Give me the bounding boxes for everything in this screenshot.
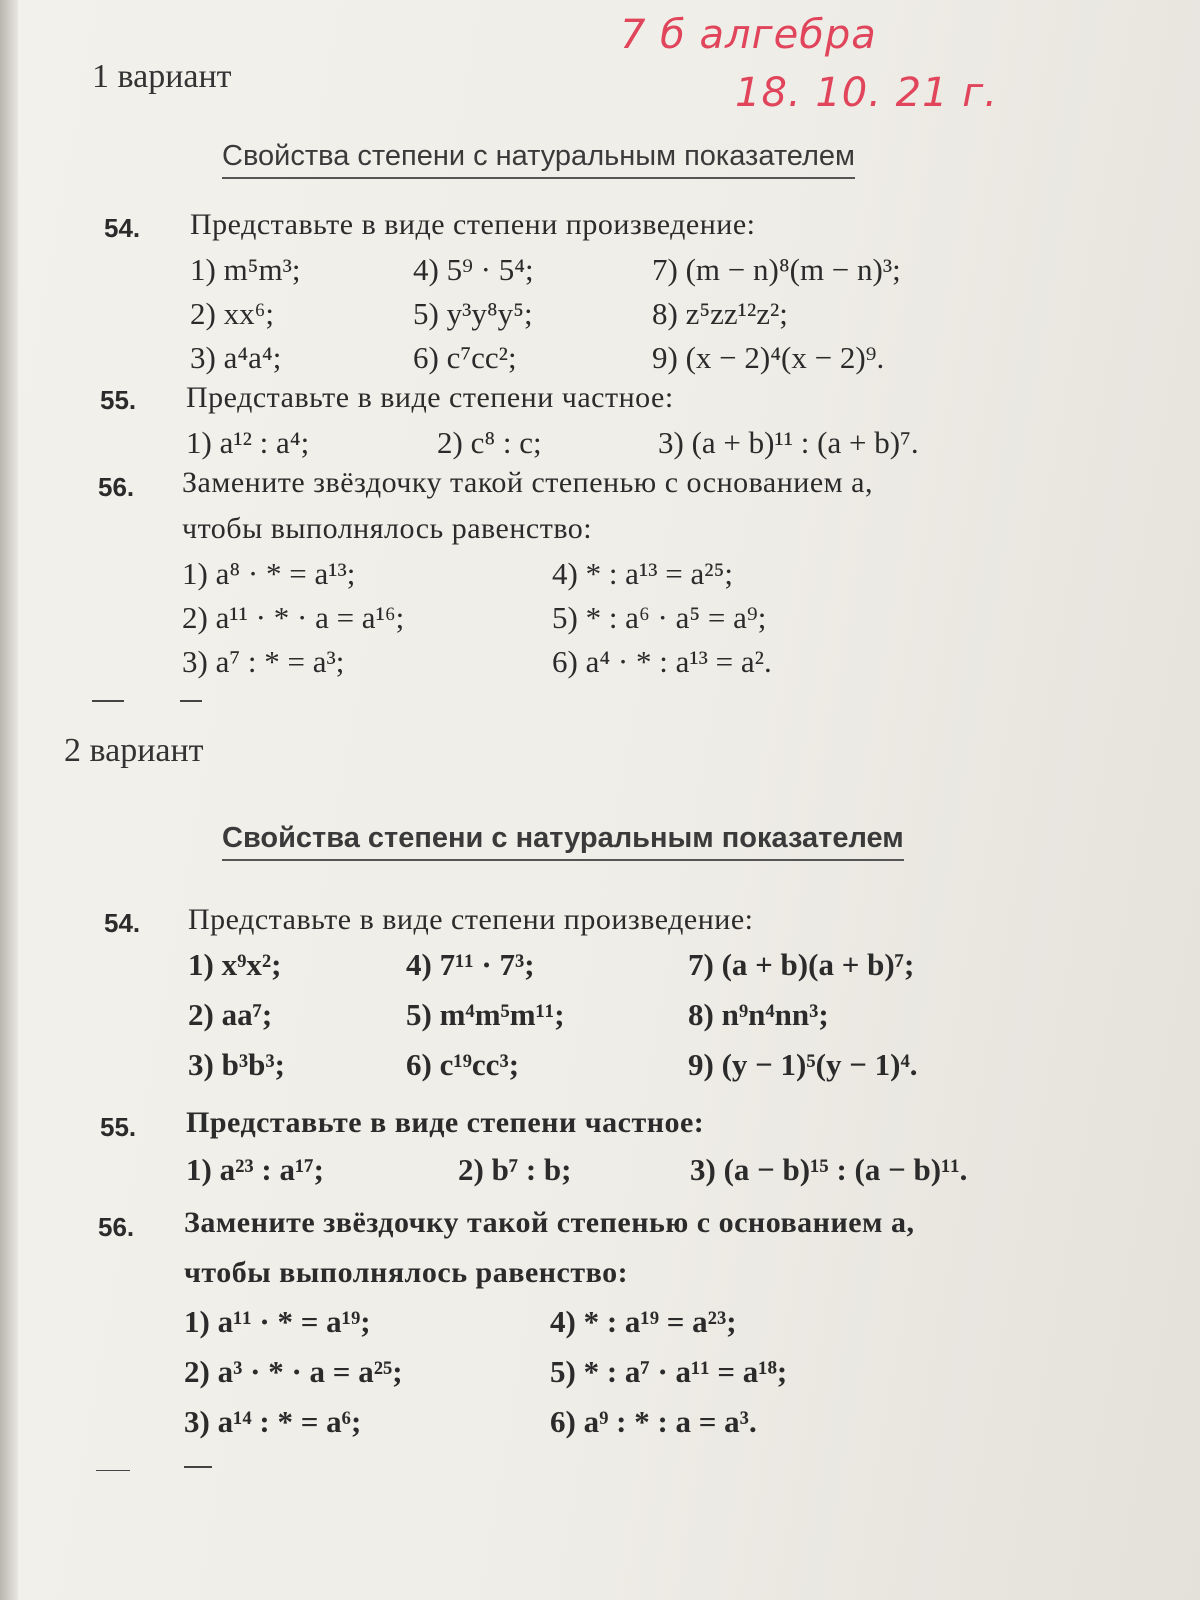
task-56-instruction: Замените звёздочку такой степенью с основанием a, <box>182 466 873 499</box>
task-56-item: 1) a⁸ · * = a¹³; <box>182 556 356 591</box>
task-54-item: 5) m⁴m⁵m¹¹; <box>406 997 565 1032</box>
task-54-item: 5) y³y⁸y⁵; <box>413 296 533 331</box>
task-54-item: 9) (x − 2)⁴(x − 2)⁹. <box>652 340 885 375</box>
variant-1-topic-heading: Свойства степени с натуральным показателем <box>222 140 855 179</box>
cut-mark <box>184 1466 212 1468</box>
task-54-number: 54. <box>104 213 141 243</box>
task-55-item: 3) (a − b)¹⁵ : (a − b)¹¹. <box>690 1152 968 1187</box>
task-56-instruction-cont: чтобы выполнялось равенство: <box>182 512 593 545</box>
task-55-instruction: Представьте в виде степени частное: <box>186 381 674 414</box>
task-54-item: 7) (a + b)(a + b)⁷; <box>688 947 915 982</box>
task-55-number: 55. <box>100 1112 137 1142</box>
cut-mark <box>92 700 124 702</box>
task-54-item: 2) aa⁷; <box>188 997 273 1032</box>
task-56-number: 56. <box>98 472 135 502</box>
task-54-instruction: Представьте в виде степени произведение: <box>190 208 756 241</box>
page-shadow-edge <box>0 0 18 1600</box>
task-56-item: 3) a⁷ : * = a³; <box>182 644 345 679</box>
task-56-item: 1) a¹¹ · * = a¹⁹; <box>184 1304 371 1339</box>
task-54-item: 6) c¹⁹cc³; <box>406 1047 520 1082</box>
task-54-item: 6) c⁷cc²; <box>413 340 517 375</box>
variant-1-title: 1 вариант <box>92 58 232 95</box>
task-54-item: 7) (m − n)⁸(m − n)³; <box>652 252 901 287</box>
handwritten-date: 18. 10. 21 г. <box>735 70 998 116</box>
task-55-number: 55. <box>100 385 137 415</box>
task-54-item: 9) (y − 1)⁵(y − 1)⁴. <box>688 1047 918 1082</box>
task-54-item: 4) 5⁹ · 5⁴; <box>413 252 534 287</box>
task-56-item: 5) * : a⁶ · a⁵ = a⁹; <box>552 600 767 635</box>
task-54-number: 54. <box>104 908 141 938</box>
task-55-item: 2) c⁸ : c; <box>437 425 542 460</box>
task-55-item: 2) b⁷ : b; <box>458 1152 572 1187</box>
task-56-item: 4) * : a¹⁹ = a²³; <box>550 1304 737 1339</box>
task-55-instruction: Представьте в виде степени частное: <box>186 1106 705 1139</box>
task-56-number: 56. <box>98 1212 135 1242</box>
variant-2-topic-heading: Свойства степени с натуральным показателем <box>222 822 904 861</box>
task-56-item: 2) a³ · * · a = a²⁵; <box>184 1354 403 1389</box>
handwritten-class-note: 7 б алгебра <box>620 12 877 58</box>
task-54-instruction: Представьте в виде степени произведение: <box>188 903 754 936</box>
task-54-item: 1) m⁵m³; <box>190 252 301 287</box>
task-54-item: 8) n⁹n⁴nn³; <box>688 997 829 1032</box>
task-56-instruction-cont: чтобы выполнялось равенство: <box>184 1256 629 1289</box>
task-56-item: 6) a⁹ : * : a = a³. <box>550 1404 757 1439</box>
task-56-item: 4) * : a¹³ = a²⁵; <box>552 556 733 591</box>
task-56-item: 2) a¹¹ · * · a = a¹⁶; <box>182 600 405 635</box>
task-56-item: 3) a¹⁴ : * = a⁶; <box>184 1404 362 1439</box>
task-54-item: 1) x⁹x²; <box>188 947 282 982</box>
task-55-item: 3) (a + b)¹¹ : (a + b)⁷. <box>658 425 919 460</box>
task-54-item: 3) b³b³; <box>188 1047 285 1082</box>
task-54-item: 8) z⁵zz¹²z²; <box>652 296 788 331</box>
task-56-item: 6) a⁴ · * : a¹³ = a². <box>552 644 772 679</box>
task-55-item: 1) a²³ : a¹⁷; <box>186 1152 324 1187</box>
cut-mark <box>180 700 202 702</box>
task-54-item: 4) 7¹¹ · 7³; <box>406 947 535 982</box>
task-56-instruction: Замените звёздочку такой степенью с основанием a, <box>184 1206 915 1239</box>
task-56-item: 5) * : a⁷ · a¹¹ = a¹⁸; <box>550 1354 788 1389</box>
task-55-item: 1) a¹² : a⁴; <box>186 425 310 460</box>
task-54-item: 3) a⁴a⁴; <box>190 340 282 375</box>
task-54-item: 2) xx⁶; <box>190 296 274 331</box>
cut-mark <box>96 1470 130 1471</box>
variant-2-title: 2 вариант <box>64 732 204 769</box>
